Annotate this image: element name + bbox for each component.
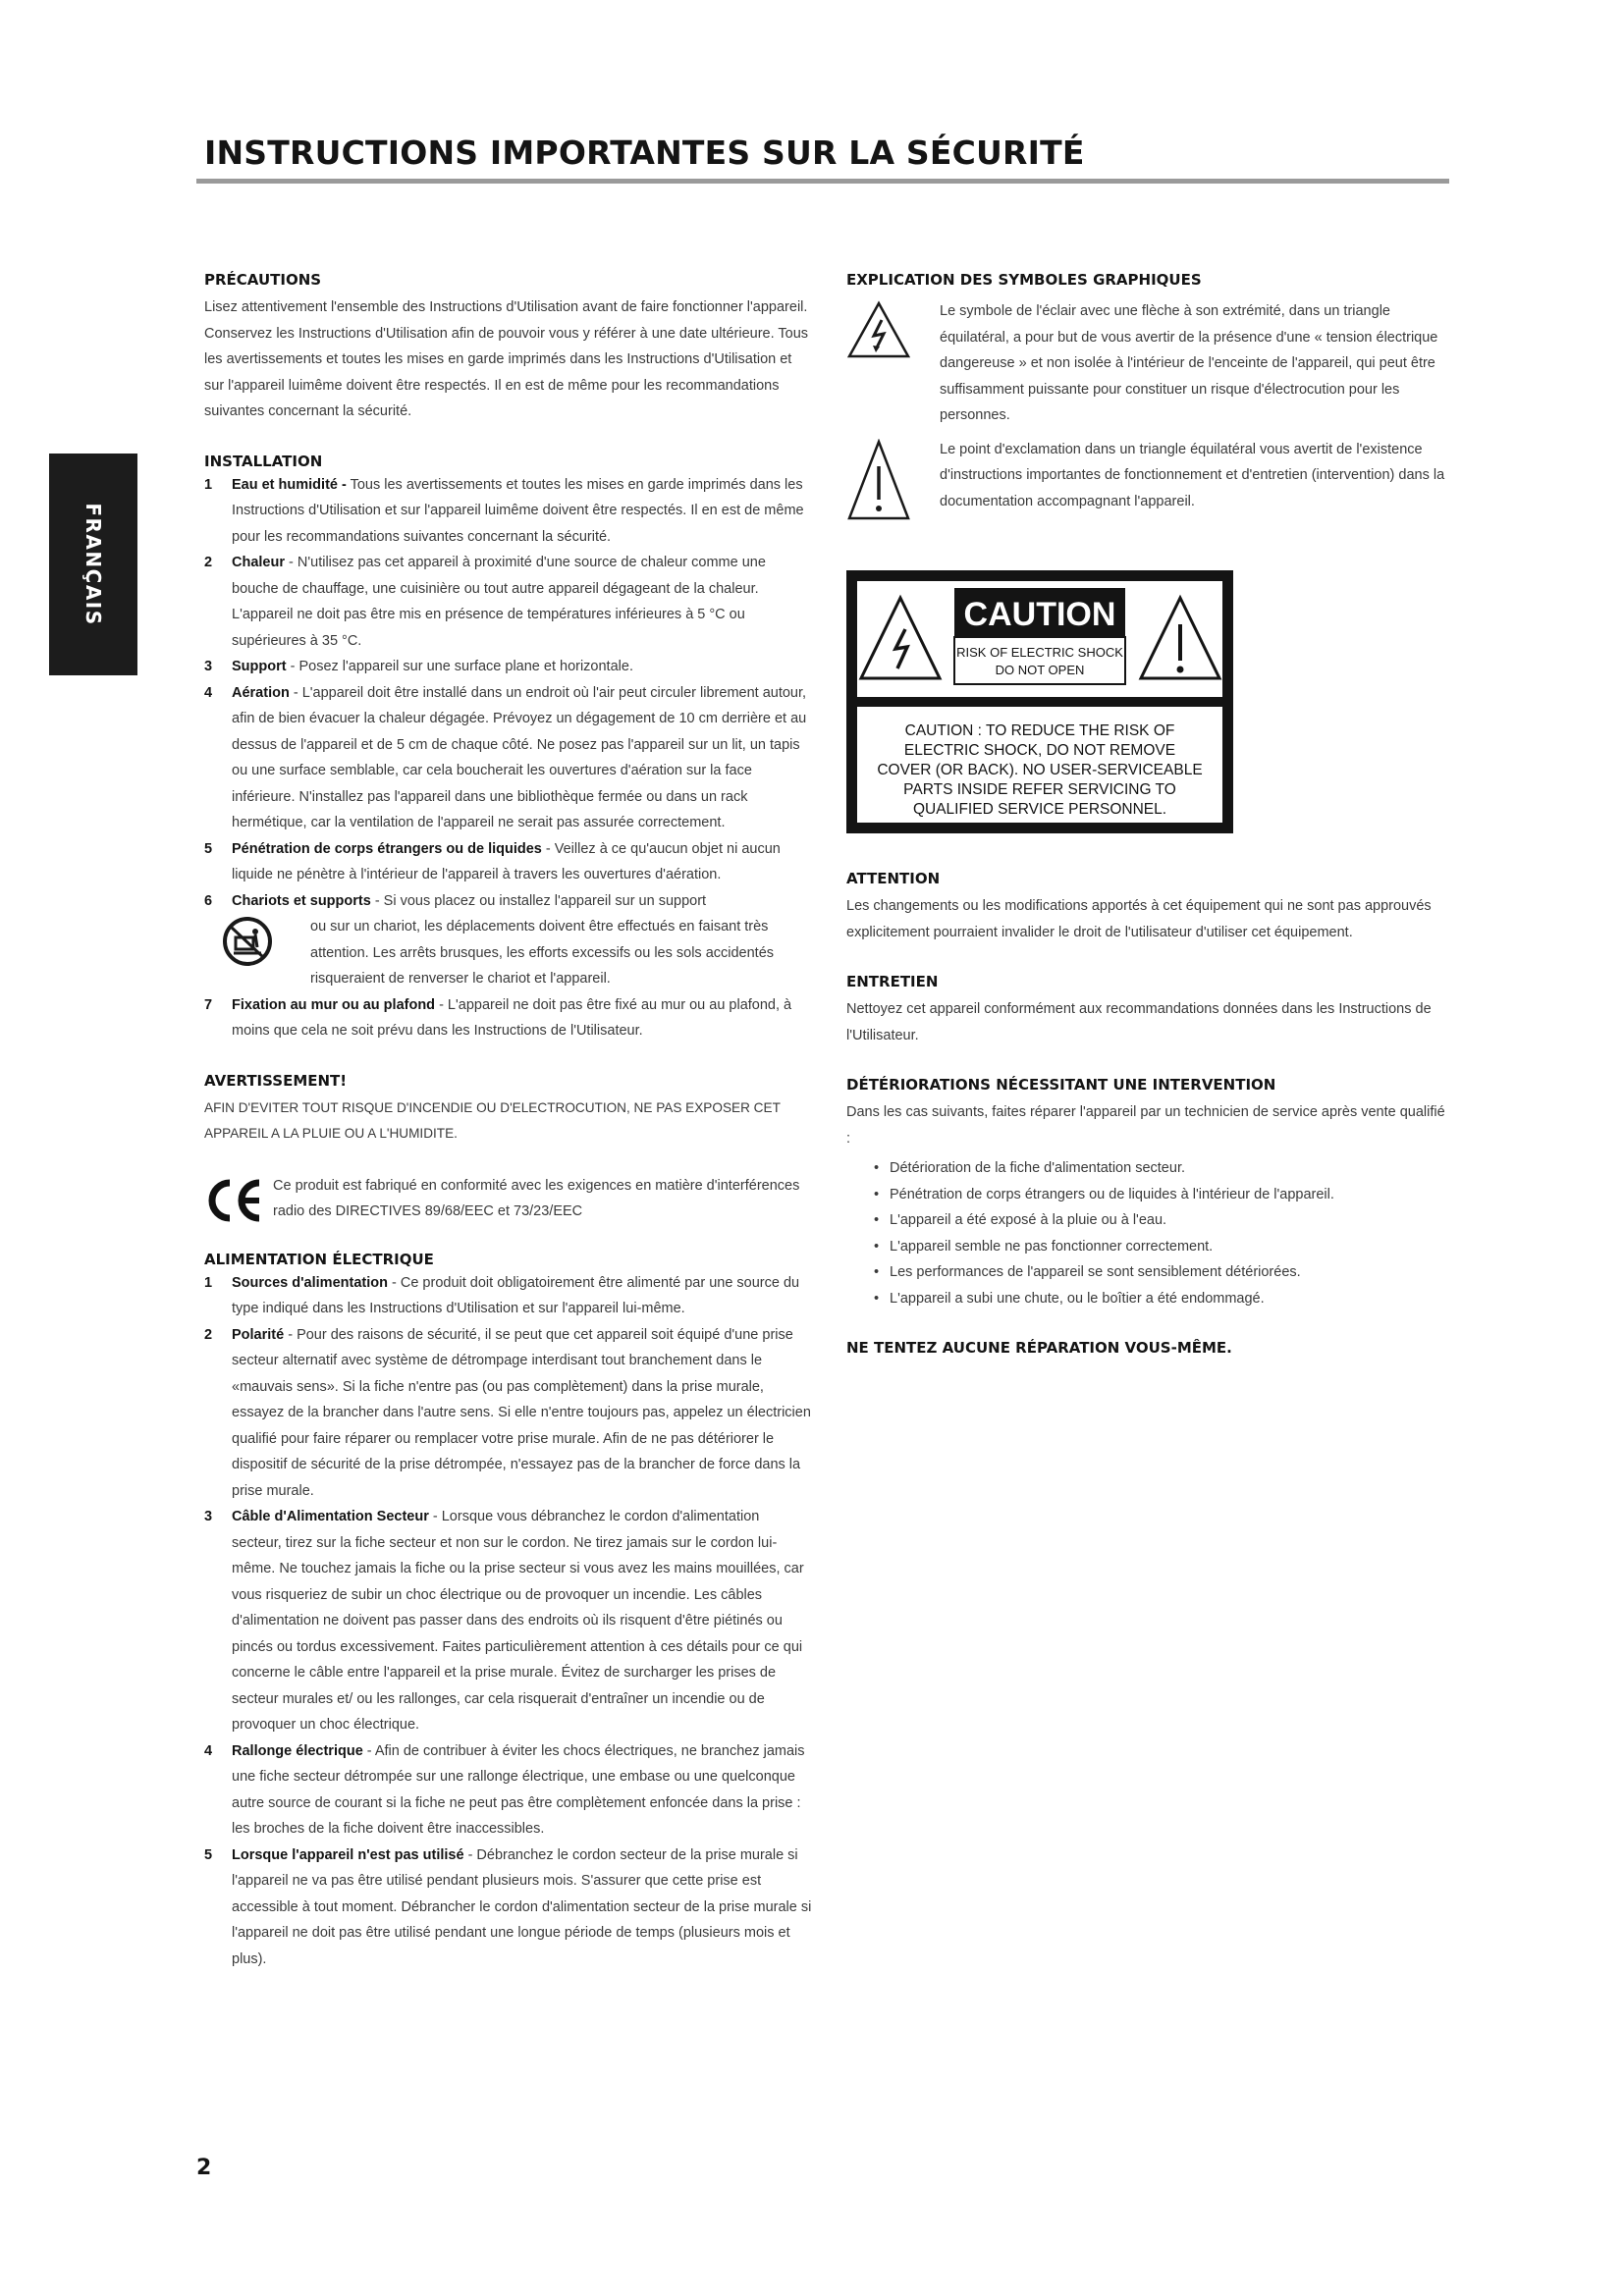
caution-exclamation-dot [1177, 666, 1184, 672]
list-item: • L'appareil a été exposé à la pluie ou à l'eau. [874, 1207, 1449, 1234]
item-number: 2 [204, 555, 213, 570]
warning-section [204, 1070, 813, 1148]
attention-heading: ATTENTION [846, 870, 941, 887]
installation-item [204, 888, 813, 992]
power-item [204, 1270, 813, 1322]
damage-intro: Dans les cas suivants, faites réparer l'appareil par un technicien de service après vente qualifié : [846, 1104, 1445, 1147]
item-title: Aération [232, 684, 290, 701]
installation-item [204, 992, 813, 1044]
ce-text: Ce produit est fabriqué en conformité avec les exigences en matière d'interférences radio des DIRECTIVES 89/68/EEC et 73/23/EEC [273, 1177, 800, 1219]
item-number: 4 [204, 684, 213, 701]
item-title: Chaleur [232, 555, 285, 570]
item-title: Chariots et supports [232, 892, 371, 909]
caution-line: COVER (OR BACK). NO USER-SERVICEABLE [877, 761, 1203, 778]
symbols-section [846, 269, 1449, 531]
page-title: INSTRUCTIONS IMPORTANTES SUR LA SÉCURITÉ [204, 133, 1085, 172]
item-number: 1 [204, 476, 213, 493]
caution-title: CAUTION [963, 595, 1116, 633]
cart-warning-icon [222, 916, 273, 967]
maintenance-text: Nettoyez cet appareil conformément aux recommandations données dans les Instructions de l'Utilisateur. [846, 1001, 1432, 1043]
warning-heading: AVERTISSEMENT! [204, 1071, 348, 1090]
item-title: Sources d'alimentation [232, 1274, 388, 1291]
item-text: Tous les avertissements et toutes les mises en garde imprimés dans les Instructions d'Utilisation et sur l'appareil luimême doivent être respectés. Il en est de même pour les recommandations suivantes concernant la sécurité. [232, 476, 804, 545]
exclamation-triangle-icon [846, 439, 911, 521]
item-text: - Lorsque vous débranchez le cordon d'alimentation secteur, tirez sur la fiche secteur et non sur le cordon. Ne tirez jamais sur le cordon lui-même. Ne touchez jamais la fiche ou la prise secteur si vous avez les mains mouillées, car vous risqueriez de subir un choc électrique ou de provoquer un incendie. Les câbles d'alimentation ne doivent pas passer dans des endroits où ils risquent d'être piétinés ou pincés ou tordus excessivement. Faites particulièrement attention à ces détails pour ce qui concerne le câble entre l'appareil et la prise murale. Évitez de surcharger les prises de secteur murales et/ ou les rallonges, car cela risquerait d'entraîner un incendie ou de provoquer un choc électrique. [232, 1509, 804, 1733]
power-item [204, 1738, 813, 1842]
item-title: Lorsque l'appareil n'est pas utilisé [232, 1846, 464, 1863]
lightning-symbol-text: Le symbole de l'éclair avec une flèche à son extrémité, dans un triangle équilatéral, a pour but de vous avertir de la présence d'une « tension électrique dangereuse » et non isolée à l'intérieur de l'enceinte de l'appareil, qui peut être suffisamment puissante pour constituer un risque d'électrocution pour les personnes. [940, 303, 1438, 423]
language-tab-label: FRANÇAIS [81, 503, 105, 626]
lightning-triangle-icon [846, 300, 911, 359]
item-number: 3 [204, 659, 213, 674]
language-tab [49, 454, 137, 675]
warning-text: AFIN D'EVITER TOUT RISQUE D'INCENDIE OU D'ELECTROCUTION, NE PAS EXPOSER CET APPAREIL A LA PLUIE OU A L'HUMIDITE. [204, 1099, 781, 1141]
caution-line: QUALIFIED SERVICE PERSONNEL. [912, 800, 1167, 818]
installation-heading: INSTALLATION [204, 452, 323, 470]
item-title: Rallonge électrique [232, 1742, 363, 1759]
damage-list [874, 1155, 1449, 1311]
title-rule [196, 179, 1449, 184]
power-section [204, 1249, 813, 1973]
installation-item [204, 836, 813, 888]
list-item: • L'appareil semble ne pas fonctionner correctement. [874, 1234, 1449, 1260]
item-text: - Si vous placez ou installez l'appareil sur un support [374, 892, 707, 909]
item-number: 1 [204, 1274, 213, 1291]
item-text: - Débranchez le cordon secteur de la prise murale si l'appareil ne va pas être utilisé pendant plusieurs mois. S'assurer que cette prise est accessible à tout moment. Débrancher le cordon d'alimentation secteur de la prise murale si l'appareil ne doit pas être utilisé pendant une longue période de temps (plusieurs mois et plus). [232, 1846, 812, 1967]
power-item [204, 1322, 813, 1505]
item-title: Pénétration de corps étrangers ou de liquides [232, 840, 542, 857]
exclamation-symbol-text: Le point d'exclamation dans un triangle équilatéral vous avertit de l'existence d'instructions importantes de fonctionnement et d'entretien (intervention) dans la documentation accompagnant l'appareil. [940, 441, 1445, 509]
power-item [204, 1842, 813, 1973]
caution-line: CAUTION : TO REDUCE THE RISK OF [904, 721, 1175, 739]
item-text: - N'utilisez pas cet appareil à proximité d'une source de chaleur comme une bouche de chauffage, une cuisinière ou tout autre appareil dégageant de la chaleur. L'appareil ne doit pas être mis en présence de températures inférieures à 5 °C ou supérieures à 35 °C. [232, 555, 766, 649]
caution-label-graphic [846, 570, 1233, 833]
caution-sub2: DO NOT OPEN [995, 662, 1085, 677]
item-number: 6 [204, 892, 213, 909]
item-title: Polarité [232, 1326, 285, 1343]
item-number: 5 [204, 840, 213, 857]
ce-compliance [204, 1173, 813, 1225]
attention-section [846, 868, 1449, 945]
ce-mark-icon [204, 1177, 263, 1224]
power-item [204, 1504, 813, 1738]
maintenance-section [846, 971, 1449, 1048]
precautions-heading: PRÉCAUTIONS [204, 271, 322, 289]
item-title: Support [232, 659, 287, 674]
caution-line: PARTS INSIDE REFER SERVICING TO [903, 780, 1176, 798]
attention-text: Les changements ou les modifications apportés à cet équipement qui ne sont pas approuvés explicitement pourraient invalider le droit de l'utilisateur d'utiliser cet équipement. [846, 898, 1432, 940]
item-text-continued: ou sur un chariot, les déplacements doivent être effectués en faisant très attention. Les arrêts brusques, les efforts excessifs ou les sols accidentés risqueraient de renverser le chariot et l'appareil. [310, 919, 775, 987]
damage-heading: DÉTÉRIORATIONS NÉCESSITANT UNE INTERVENTION [846, 1076, 1276, 1094]
installation-item [204, 654, 813, 680]
lightning-symbol-block [846, 298, 1449, 429]
item-number: 5 [204, 1846, 213, 1863]
page-number: 2 [196, 2156, 212, 2180]
installation-item [204, 550, 813, 654]
precautions-section [204, 269, 813, 425]
no-repair-heading: NE TENTEZ AUCUNE RÉPARATION VOUS-MÊME. [846, 1339, 1232, 1357]
item-number: 4 [204, 1742, 213, 1759]
left-column [204, 269, 813, 1998]
power-heading: ALIMENTATION ÉLECTRIQUE [204, 1250, 434, 1268]
item-number: 3 [204, 1509, 213, 1524]
precautions-text: Lisez attentivement l'ensemble des Instructions d'Utilisation avant de faire fonctionner l'appareil. Conservez les Instructions d'Utilisation afin de pouvoir vous y référer à une date ultérieure. Tous les avertissements et toutes les mises en garde imprimés dans les Instructions d'Utilisation et sur l'appareil luimême doivent être respectés. Il en est de même pour les recommandations suivantes concernant la sécurité. [204, 299, 809, 419]
caution-label [846, 570, 1449, 843]
item-number: 7 [204, 996, 213, 1013]
right-column [846, 269, 1449, 1359]
installation-section [204, 451, 813, 1044]
list-item: • Les performances de l'appareil se sont sensiblement détériorées. [874, 1259, 1449, 1286]
maintenance-heading: ENTRETIEN [846, 973, 939, 990]
item-title: Fixation au mur ou au plafond [232, 996, 436, 1013]
list-item: • L'appareil a subi une chute, ou le boîtier a été endommagé. [874, 1286, 1449, 1312]
list-item: • Pénétration de corps étrangers ou de liquides à l'intérieur de l'appareil. [874, 1182, 1449, 1208]
installation-item [204, 680, 813, 836]
list-item: • Détérioration de la fiche d'alimentation secteur. [874, 1155, 1449, 1182]
item-text: - Veillez à ce qu'aucun objet ni aucun liquide ne pénètre à l'intérieur de l'appareil à travers les ouvertures d'aération. [232, 840, 781, 882]
symbols-heading: EXPLICATION DES SYMBOLES GRAPHIQUES [846, 271, 1202, 289]
item-number: 2 [204, 1326, 213, 1343]
installation-item [204, 472, 813, 551]
item-text: - Pour des raisons de sécurité, il se peut que cet appareil soit équipé d'une prise secteur alternatif avec système de détrompage interdisant tout branchement dans le «mauvais sens». Si la fiche n'entre pas (ou pas complètement) dans la prise murale, essayez de la brancher dans l'autre sens. Si elle n'entre toujours pas, appelez un électricien qualifié pour faire réparer ou remplacer votre prise murale. Afin de ne pas détériorer le dispositif de sécurité de la prise détrompée, n'essayez pas de la brancher de force dans la prise murale. [232, 1326, 811, 1499]
item-text: - L'appareil doit être installé dans un endroit où l'air peut circuler librement autour, afin de bien évacuer la chaleur dégagée. Prévoyez un dégagement de 10 cm derrière et au dessus de l'appareil et de 5 cm de chaque côté. Ne posez pas l'appareil sur un lit, un tapis ou une surface semblable, car cela boucherait les ouvertures d'aération sur la face inférieure. N'installez pas l'appareil dans une bibliothèque fermée ou dans un rack hermétique, car la ventilation de l'appareil ne serait pas assurée correctement. [232, 684, 807, 830]
exclamation-symbol-block [846, 437, 1449, 531]
caution-line: ELECTRIC SHOCK, DO NOT REMOVE [903, 741, 1176, 759]
item-text: - L'appareil ne doit pas être fixé au mur ou au plafond, à moins que cela ne soit prévu dans les Instructions de l'Utilisateur. [232, 996, 792, 1039]
item-title: Eau et humidité - [232, 476, 347, 493]
damage-section [846, 1074, 1449, 1311]
item-title: Câble d'Alimentation Secteur [232, 1509, 429, 1524]
caution-sub1: RISK OF ELECTRIC SHOCK [956, 644, 1123, 660]
item-text: - Ce produit doit obligatoirement être alimenté par une source du type indiqué dans les Instructions d'Utilisation et sur l'appareil lui-même. [232, 1274, 800, 1316]
item-text: - Afin de contribuer à éviter les chocs électriques, ne branchez jamais une fiche secteur détrompée sur une rallonge électrique, une embase ou une quelconque autre source de courant si la fiche ne peut pas être complètement enfoncée dans la prise : les broches de la fiche doivent être inaccessibles. [232, 1742, 805, 1837]
item-text: - Posez l'appareil sur une surface plane et horizontale. [290, 659, 633, 674]
